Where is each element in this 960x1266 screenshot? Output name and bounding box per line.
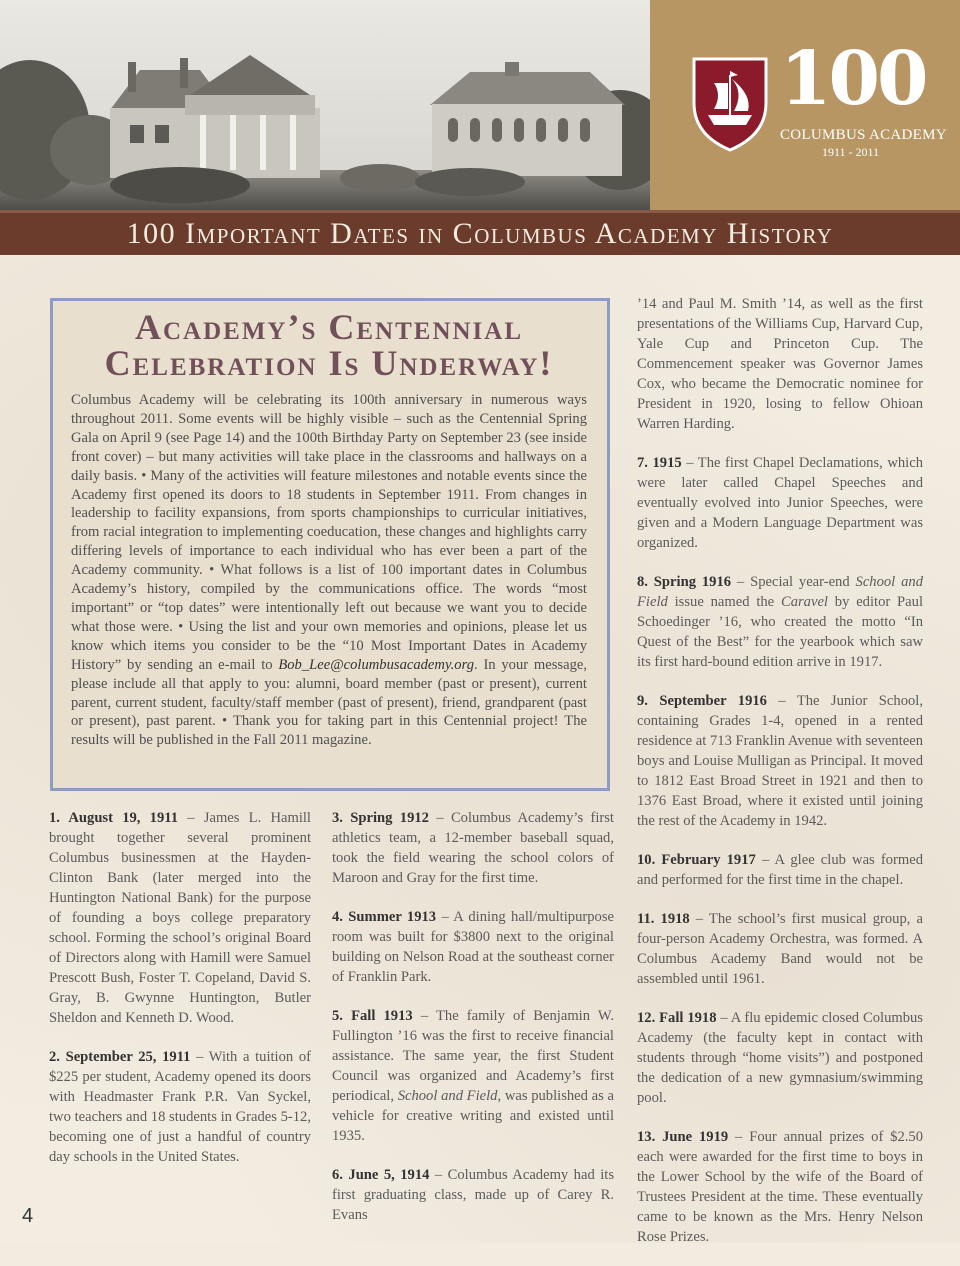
timeline-entry xyxy=(637,850,923,890)
contact-email-link[interactable]: Bob_Lee@columbusacademy.org xyxy=(278,656,475,673)
entry-text: – A flu epidemic closed Columbus Academy (the faculty kept in contact with students through “home visits”) and postponed the dedication of a new gymnasium/swimming pool. xyxy=(637,1010,923,1106)
entry-date: 1. August 19, 1911 xyxy=(49,810,179,826)
publication-title: School and Field xyxy=(637,574,923,610)
callout-body-text: Columbus Academy will be celebrating its 100th anniversary in numerous ways throughout 2011. Some events will be highly visible – such as the Centennial Spring Gala on April 9 (see Page 14) and the 100th Birthday Party on September 23 (see inside front cover) – but many activities will take place in the classrooms and hallways on a daily basis. • Many of the activities will feature milestones and notable events since the Academy first opened its doors to 18 students in September 1911. From changes in leadership to facility expansions, from sports championships to curricular initiatives, from racial integration to implementing coeducation, these changes and highlights carry differing levels of importance to each individual who has ever been a part of the Academy community. • What follows is a list of 100 important dates in Columbus Academy’s history, compiled by the communications office. The words “most important” or “top dates” were intentionally left out because we want you to decide what those were. • Using the list and your own memories and opinions, please let us know which items you consider to be the “10 Most Important Dates in Academy History” by sending an e-mail to xyxy=(71,392,587,673)
timeline-column-2 xyxy=(332,808,614,1244)
timeline-entry xyxy=(637,1127,923,1247)
yearbook-title: Caravel xyxy=(780,594,828,610)
entry-text: by editor Paul Schoedinger ’16, who created the motto “In Quest of the Best” for the yearbook which saw its first hard-bound edition arrive in 1917. xyxy=(637,594,923,670)
entry-text: – The Junior School, containing Grades 1-4, opened in a rented residence at 713 Franklin Avenue with seventeen boys and Louise Mulligan as Principal. It moved to 1812 East Broad Street in 1921 and then to 1376 East Broad, where it existed until joining the rest of the Academy in 1942. xyxy=(637,693,923,829)
entry-text: – A dining hall/multipurpose room was built for $3800 next to the original building on Nelson Road at the southeast corner of Franklin Park. xyxy=(332,909,614,985)
entry-text: – The school’s first musical group, a four-person Academy Orchestra, was formed. A Columbus Academy Band would not be assembled until 1961. xyxy=(637,911,923,987)
entry-date: 5. Fall 1913 xyxy=(332,1008,413,1024)
caravel-shield-icon xyxy=(690,53,770,153)
timeline-entry xyxy=(332,907,614,987)
header-photo xyxy=(0,0,650,210)
entry-text: issue named the xyxy=(667,594,781,610)
timeline-entry xyxy=(637,691,923,831)
centennial-number: 100 xyxy=(780,36,926,122)
school-name: COLUMBUS ACADEMY xyxy=(780,127,947,143)
timeline-entry xyxy=(49,1047,311,1167)
entry-text: – The family of Benjamin W. Fullington ’16 was the first to receive financial assistance. The same year, the first Student Council was organized and Academy’s first periodical, xyxy=(332,1008,614,1104)
timeline-column-1 xyxy=(49,808,311,1186)
centennial-logo-panel xyxy=(650,0,960,210)
entry-date: 13. June 1919 xyxy=(637,1129,729,1145)
callout-title: Academy’s Centennial Celebration Is Underway! xyxy=(104,307,554,383)
timeline-entry xyxy=(637,572,923,672)
entry-date: 11. 1918 xyxy=(637,911,690,927)
entry-date: 9. September 1916 xyxy=(637,693,767,709)
entry-date: 7. 1915 xyxy=(637,455,682,471)
page-title: 100 Important Dates in Columbus Academy History xyxy=(126,217,834,250)
publication-title: School and Field xyxy=(397,1088,498,1104)
anniversary-years: 1911 - 2011 xyxy=(822,145,880,159)
timeline-entry xyxy=(332,1165,614,1225)
entry-date: 8. Spring 1916 xyxy=(637,574,732,590)
entry-text: – Special year-end xyxy=(731,574,856,590)
timeline-entry xyxy=(637,1008,923,1108)
centennial-callout xyxy=(50,298,610,791)
entry-text-continued: , was published as a vehicle for creative writing and existed until 1935. xyxy=(332,1088,614,1144)
timeline-entry xyxy=(637,909,923,989)
timeline-entry xyxy=(332,1006,614,1146)
callout-body-text-continued: . In your message, please include all that apply to you: alumni, board member (past or present), current parent, current student, faculty/staff member (past of present), friend, grandparent (past or present), past parent. • Thank you for taking part in this Centennial project! The results will be published in the Fall 2011 magazine. xyxy=(71,656,587,749)
timeline-column-3 xyxy=(637,294,923,1266)
callout-body xyxy=(71,391,587,750)
entry-date: 12. Fall 1918 xyxy=(637,1010,717,1026)
entry-date: 10. February 1917 xyxy=(637,852,756,868)
entry-text: – A glee club was formed and performed for the first time in the chapel. xyxy=(637,852,923,888)
entry-text: – Columbus Academy had its first graduating class, made up of Carey R. Evans xyxy=(332,1167,614,1223)
timeline-entry xyxy=(49,808,311,1028)
timeline-entry xyxy=(637,453,923,553)
entry-text: – With a tuition of $225 per student, Academy opened its doors with Headmaster Frank P.R. Van Syckel, two teachers and 18 students in Grades 5-12, becoming one of just a handful of country day schools in the United States. xyxy=(49,1049,311,1165)
entry-text: – Columbus Academy’s first athletics team, a 12-member baseball squad, took the field wearing the school colors of Maroon and Gray for the first time. xyxy=(332,810,614,886)
entry-text: – The first Chapel Declamations, which were later called Chapel Speeches and eventually evolved into Junior Speeches, were given and a Modern Language Department was organized. xyxy=(637,455,923,551)
entry-date: 6. June 5, 1914 xyxy=(332,1167,430,1183)
campus-photo-illustration xyxy=(0,0,650,210)
page-number: 4 xyxy=(22,1205,34,1227)
entry-text: – James L. Hamill brought together several prominent Columbus businessmen at the Hayden-Clinton Bank (later merged into the Huntington National Bank) for the purpose of founding a boys college preparatory school. Forming the school’s original Board of Directors along with Hamill were Samuel Prescott Bush, Foster T. Copeland, David S. Gray, B. Gwynne Huntington, Butler Sheldon and Kenneth D. Wood. xyxy=(49,810,311,1026)
title-banner xyxy=(0,210,960,255)
entry-text: – Four annual prizes of $2.50 each were awarded for the first time to boys in the Lower School by the wife of the Board of Trustees President at the time. These eventually came to be known as the Mrs. Henry Nelson Rose Prizes. xyxy=(637,1129,924,1245)
timeline-entry-continued: ’14 and Paul M. Smith ’14, as well as the first presentations of the Williams Cup, Harvard Cup, Yale Cup and Princeton Cup. The Commencement speaker was Governor James Cox, who became the Democratic nominee for President in 1920, losing to fellow Ohioan Warren Harding. xyxy=(637,296,923,432)
entry-date: 3. Spring 1912 xyxy=(332,810,429,826)
entry-date: 2. September 25, 1911 xyxy=(49,1049,191,1065)
timeline-entry xyxy=(332,808,614,888)
entry-date: 4. Summer 1913 xyxy=(332,909,437,925)
